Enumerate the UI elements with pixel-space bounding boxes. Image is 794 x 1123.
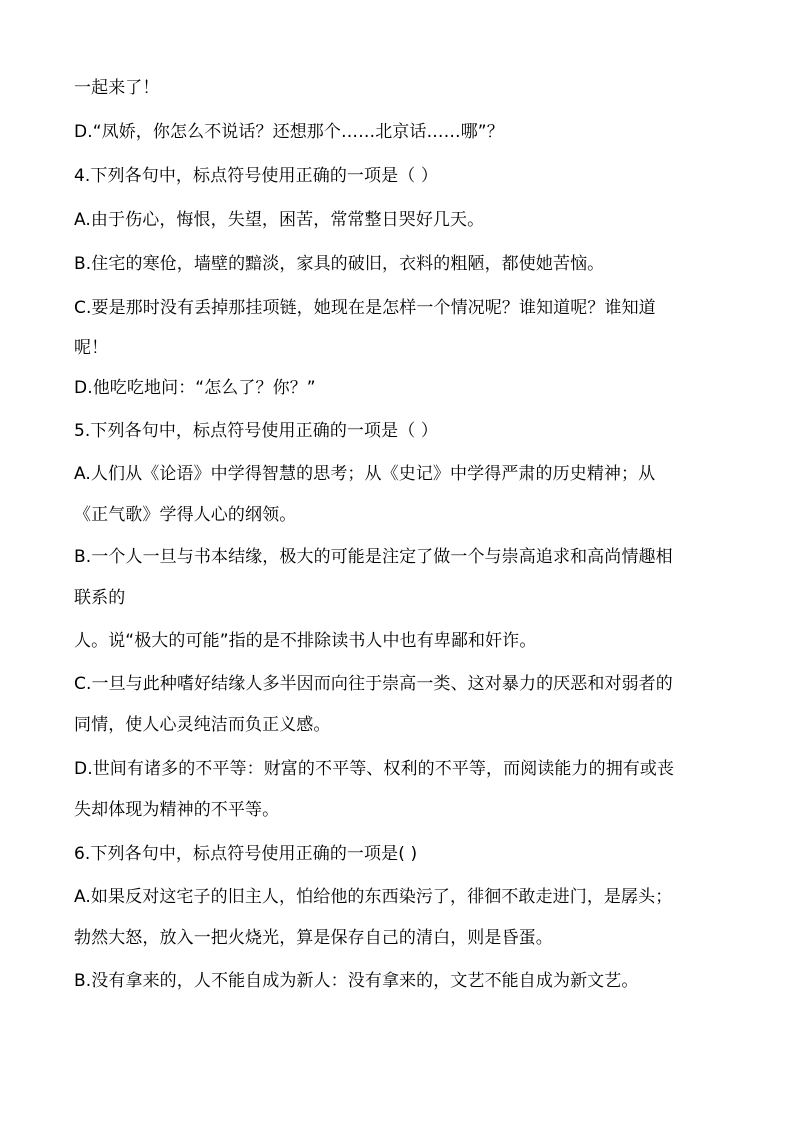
- question-5-stem: 5.下列各句中，标点符号使用正确的一项是（ ）: [74, 421, 438, 441]
- question-4-option-d: D.他吃吃地问：“怎么了？你？”: [74, 378, 316, 398]
- question-6-stem: 6.下列各句中，标点符号使用正确的一项是( ): [74, 844, 418, 864]
- question-5-option-c-cont: 同情，使人心灵纯洁而负正义感。: [74, 715, 331, 735]
- text-line-2: D.“凤娇，你怎么不说话？还想那个……北京话……哪”？: [74, 122, 504, 142]
- question-5-option-b-cont-2: 人。说“极大的可能”指的是不排除读书人中也有卑鄙和奸诈。: [74, 631, 537, 651]
- question-4-option-a: A.由于伤心，悔恨，失望，困苦，常常整日哭好几天。: [74, 210, 485, 230]
- question-4-stem: 4.下列各句中，标点符号使用正确的一项是（ ）: [74, 166, 438, 186]
- question-6-option-a: A.如果反对这宅子的旧主人，怕给他的东西染污了，徘徊不敢走进门，是孱头；: [74, 887, 673, 907]
- question-6-option-b: B.没有拿来的，人不能自成为新人：没有拿来的，文艺不能自成为新文艺。: [74, 971, 639, 991]
- question-4-option-c-cont: 呢！: [74, 338, 109, 358]
- question-5-option-c: C.一旦与此种嗜好结缘人多半因而向往于崇高一类、这对暴力的厌恶和对弱者的: [74, 674, 673, 694]
- question-5-option-d-cont: 失却体现为精神的不平等。: [74, 800, 280, 820]
- question-4-option-c: C.要是那时没有丢掉那挂项链，她现在是怎样一个情况呢？谁知道呢？谁知道: [74, 298, 656, 318]
- question-6-option-a-cont: 勃然大怒，放入一把火烧光，算是保存自己的清白，则是昏蛋。: [74, 928, 553, 948]
- question-5-option-a: A.人们从《论语》中学得智慧的思考；从《史记》中学得严肃的历史精神；从: [74, 464, 656, 484]
- question-5-option-b-cont: 联系的: [74, 588, 126, 608]
- question-5-option-d: D.世间有诸多的不平等：财富的不平等、权利的不平等，而阅读能力的拥有或丧: [74, 759, 675, 779]
- text-line-1: 一起来了！: [74, 78, 160, 98]
- question-5-option-b: B.一个人一旦与书本结缘，极大的可能是注定了做一个与崇高追求和高尚情趣相: [74, 547, 673, 567]
- question-5-option-a-cont: 《正气歌》学得人心的纲领。: [74, 505, 297, 525]
- question-4-option-b: B.住宅的寒伧，墙壁的黯淡，家具的破旧，衣料的粗陋，都使她苦恼。: [74, 254, 605, 274]
